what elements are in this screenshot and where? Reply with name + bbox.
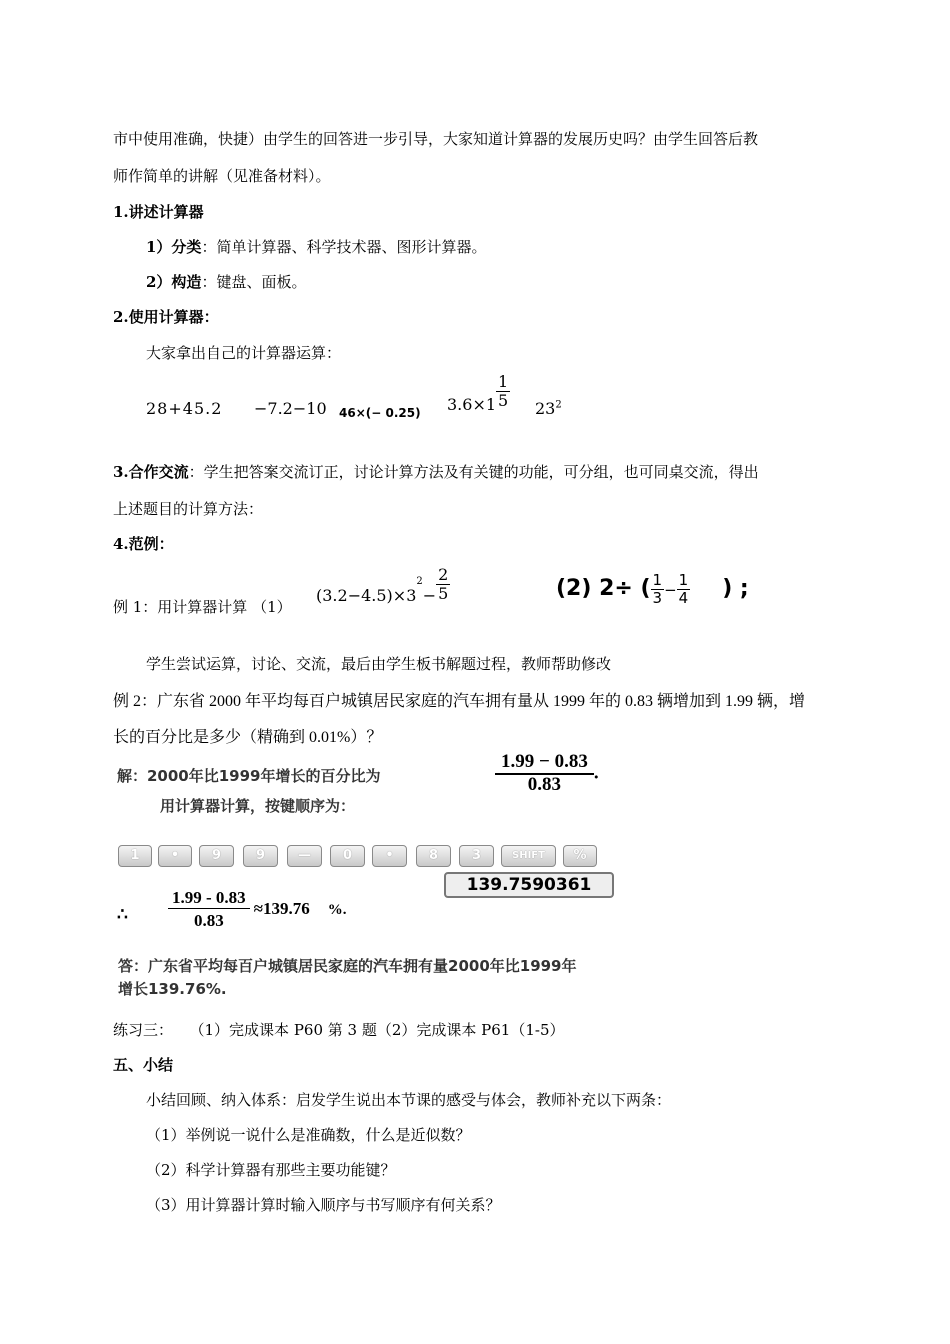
sol-frac-den: 0.83 [527,773,562,795]
calculator-display: 139.7590361 [444,872,614,898]
result-den: 0.83 [193,910,224,930]
result-value: ≈139.76 [253,898,310,918]
solution-fraction [495,752,599,796]
result-expression [168,889,347,930]
item-2-label: 2）构造 [146,273,202,291]
example-1-label: 例 1：用计算器计算 （1） [113,598,292,616]
section-3-heading: 3.合作交流 [113,463,189,481]
sol-frac [495,752,594,796]
ex1b-num-1: 1 [652,571,663,589]
item-1-label: 1）分类 [146,238,202,256]
student-note: 学生尝试运算，讨论、交流，最后由学生板书解题过程，教师帮助修改 [146,655,612,673]
answer-line-1: 答：广东省平均每百户城镇居民家庭的汽车拥有量2000年比1999年 [118,957,577,975]
calc-key-9b: 9 [243,845,278,867]
section-1-item-2 [146,271,306,292]
expr-4-fraction [496,373,510,409]
ex1-expr-main: (3.2−4.5)×3 [316,585,417,605]
ex1b-label: (2) 2÷ ( [556,576,651,601]
calc-key-percent: % [563,845,597,867]
therefore-symbol: ∴ [117,905,128,925]
ex1b-minus: − [664,581,677,599]
expr-3: 46×(− 0.25) [339,406,421,420]
item-1-text: ：简单计算器、科学技术器、图形计算器。 [201,238,487,256]
calc-key-dot: • [158,845,192,867]
exercise-line [113,1019,565,1040]
ex1b-fraction-2 [677,572,691,606]
calc-key-minus: — [287,845,322,867]
solution-line-2: 用计算器计算，按键顺序为： [160,797,356,815]
solution-line-1: 解：2000年比1999年增长的百分比为 [117,767,381,785]
section-2-heading: 2.使用计算器： [113,308,219,326]
exercise-text: （1）完成课本 P60 第 3 题（2）完成课本 P61（1-5） [197,1021,565,1039]
expr-5-exp: 2 [555,399,562,411]
section-5-heading: 五、小结 [113,1056,174,1074]
example-2-line-1: 例 2：广东省 2000 年平均每百户城镇居民家庭的汽车拥有量从 1999 年的 0.83 辆增加到 1.99 辆，增 [113,693,806,710]
result-num: 1.99 - 0.83 [168,889,250,909]
section-1-item-1 [146,236,486,257]
summary-question-3: （3）用计算器计算时输入顺序与书写顺序有何关系？ [146,1196,501,1214]
ex1b-den-2: 4 [678,588,689,607]
example-2-line-2: 长的百分比是多少（精确到 0.01%）？ [113,729,383,746]
expr-4 [447,372,510,414]
calc-key-9: 9 [199,845,234,867]
expr-4-den: 5 [498,390,509,410]
ex1-frac-num: 2 [438,565,449,584]
summary-question-1: （1）举例说一说什么是准确数，什么是近似数？ [146,1126,471,1144]
sol-frac-tail: . [593,762,599,784]
result-unit: %. [327,901,347,918]
result-fraction [168,889,250,930]
summary-question-2: （2）科学计算器有那些主要功能键？ [146,1161,396,1179]
expr-1: 28+45.2 [146,399,223,418]
section-1-heading: 1.讲述计算器 [113,203,204,221]
calc-key-shift: SHIFT [501,845,556,867]
ex1b-den-1: 3 [652,588,663,607]
expr-5 [535,399,562,418]
calc-key-3: 3 [459,845,494,867]
ex1-frac-den: 5 [438,583,449,603]
ex1b-close: ) ; [722,576,749,601]
example-1-part-2 [556,572,749,606]
section-3-text: ：学生把答案交流订正，讨论计算方法及有关键的功能，可分组，也可同桌交流，得出 [188,463,759,481]
section-2-intro: 大家拿出自己的计算器运算： [146,344,342,362]
ex1-fraction [436,566,450,602]
ex1-expr-minus: − [422,585,437,605]
calc-key-0: 0 [330,845,365,867]
answer-line-2: 增长139.76%. [118,980,227,998]
section-4-heading: 4.范例： [113,535,174,553]
calc-key-dot-2: • [372,845,407,867]
exercise-label: 练习三： [113,1021,174,1039]
intro-line-1: 市中使用准确，快捷）由学生的回答进一步引导，大家知道计算器的发展历史吗？由学生回答后教 [113,130,759,148]
section-5-intro: 小结回顾、纳入体系：启发学生说出本节课的感受与体会，教师补充以下两条： [146,1091,672,1109]
sol-frac-num: 1.99 − 0.83 [495,752,594,775]
ex1b-num-2: 1 [678,571,689,589]
example-1-expr [316,565,450,605]
intro-line-2: 师作简单的讲解（见准备材料）。 [113,167,331,185]
expr-4-num: 1 [498,372,509,391]
expr-4-prefix: 3.6×1 [447,394,497,414]
item-2-text: ：键盘、面板。 [201,273,307,291]
section-3-line-1 [113,461,759,482]
ex1b-fraction-1 [651,572,665,606]
calc-key-1: 1 [118,845,152,867]
calc-key-8: 8 [416,845,451,867]
section-3-line-2: 上述题目的计算方法： [113,500,264,518]
ex1-expr-exp: 2 [416,576,423,588]
expr-2: −7.2−10 [254,399,327,418]
expr-5-base: 23 [535,399,556,418]
